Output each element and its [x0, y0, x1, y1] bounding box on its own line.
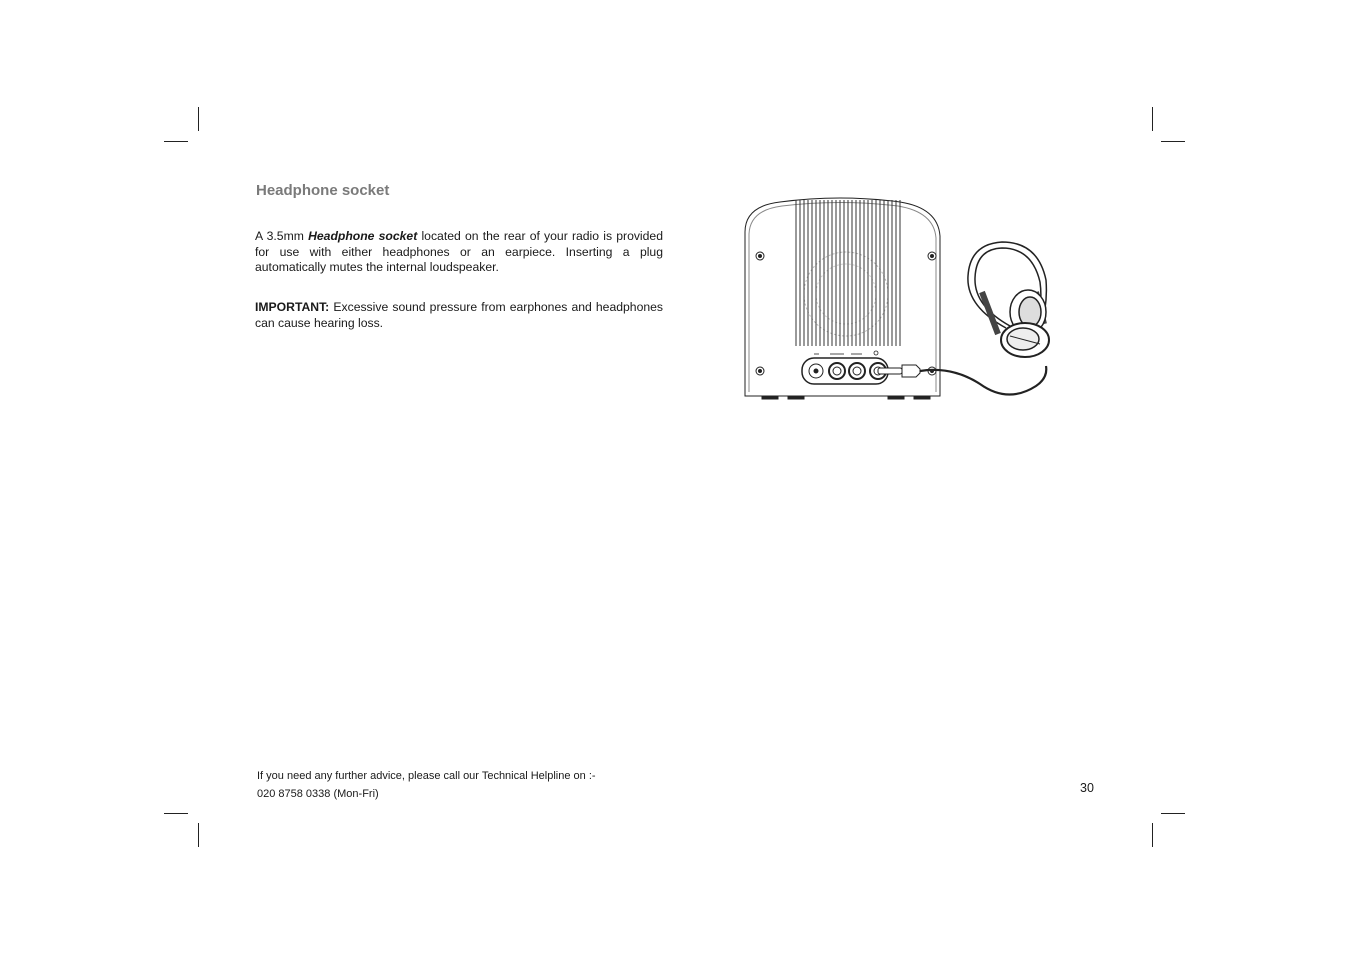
- page-number: 30: [1080, 781, 1094, 795]
- radio-rear-with-headphones-icon: [740, 196, 1060, 404]
- headphone-description: [255, 229, 663, 276]
- crop-mark: [198, 107, 199, 131]
- crop-mark: [1161, 141, 1185, 142]
- important-note: [255, 300, 663, 331]
- crop-mark: [198, 823, 199, 847]
- crop-mark: [1152, 823, 1153, 847]
- crop-mark: [164, 141, 188, 142]
- desc-rest: located on the rear of your radio is provided for use with either headphones or an earpiece. Inserting a plug automatically mutes the internal loudspeaker.: [255, 229, 663, 275]
- crop-mark: [1161, 813, 1185, 814]
- desc-emphasis: Headphone socket: [308, 229, 418, 243]
- crop-mark: [1152, 107, 1153, 131]
- desc-prefix: A 3.5mm: [255, 229, 309, 243]
- crop-mark: [164, 813, 188, 814]
- important-text: Excessive sound pressure from earphones and headphones can cause hearing loss.: [255, 300, 663, 330]
- helpline-text: If you need any further advice, please call our Technical Helpline on :-: [257, 770, 596, 782]
- section-title: Headphone socket: [256, 182, 390, 199]
- helpline-phone: 020 8758 0338 (Mon-Fri): [257, 788, 379, 800]
- important-label: IMPORTANT:: [255, 300, 330, 314]
